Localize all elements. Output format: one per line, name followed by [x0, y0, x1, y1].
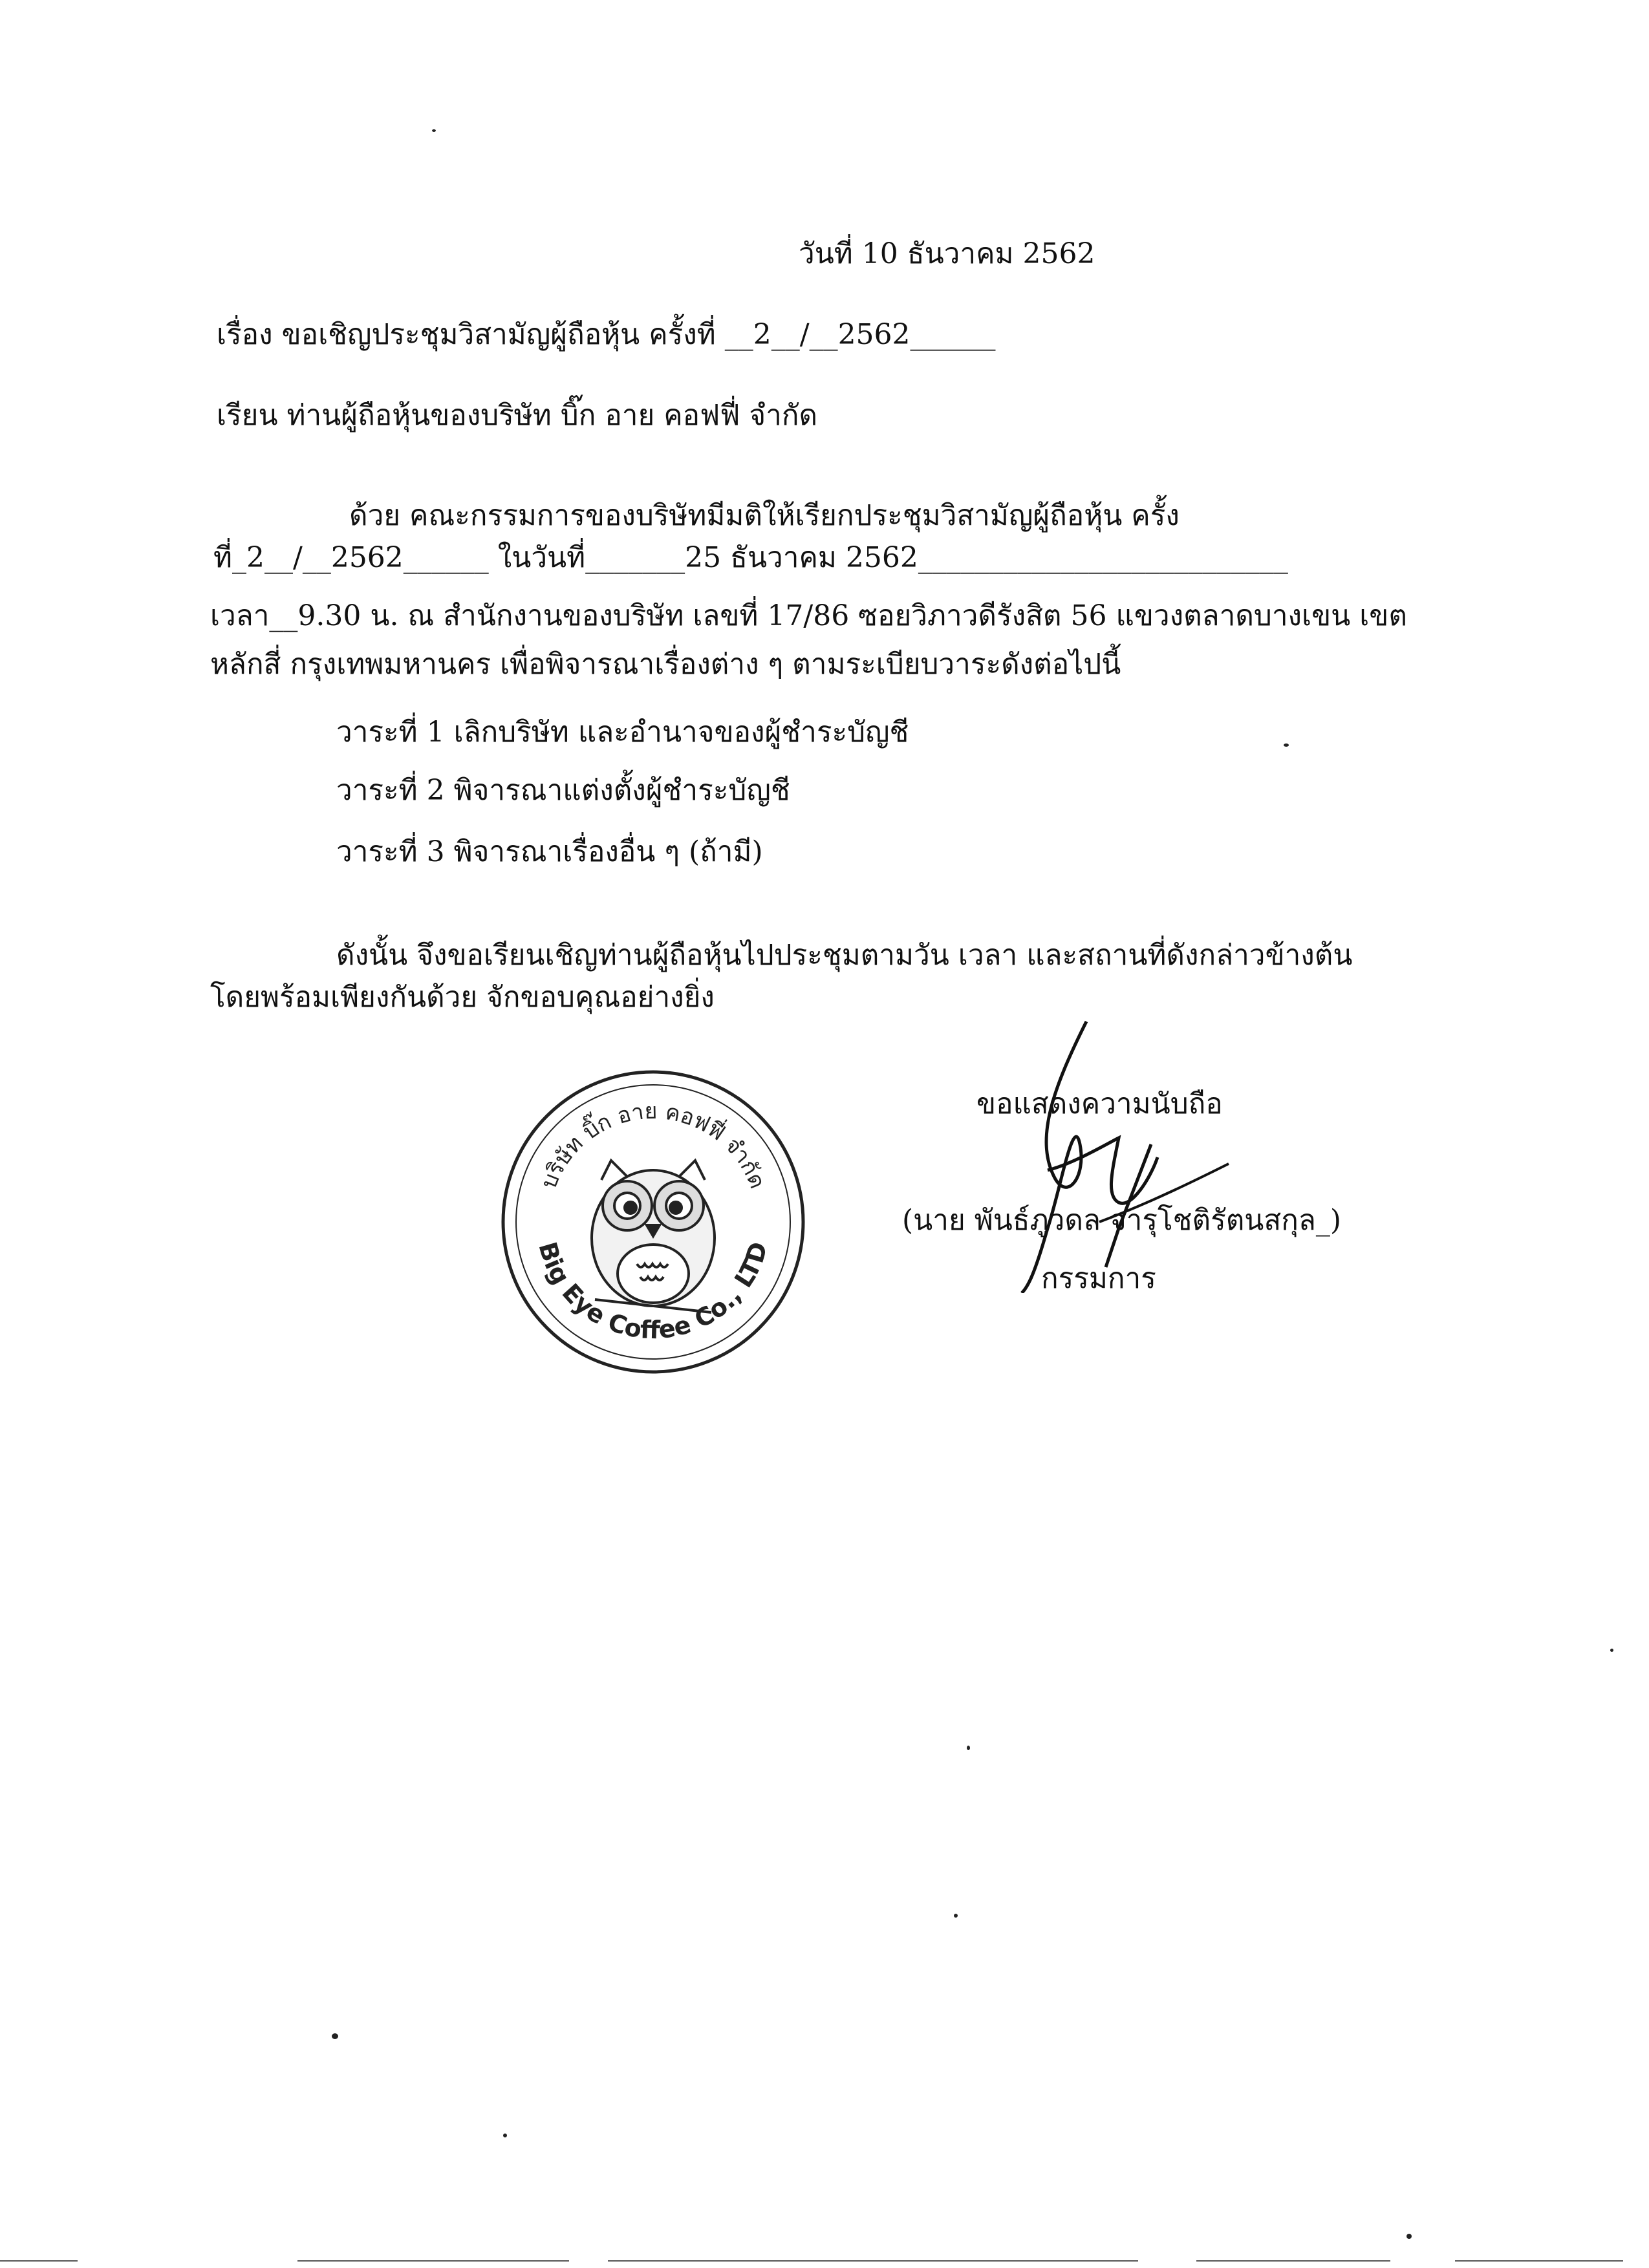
scan-border-line: [0, 2260, 78, 2262]
closing-line-2: โดยพร้อมเพียงกันด้วย จักขอบคุณอย่างยิ่ง: [210, 981, 715, 1014]
sign-off: ขอแสดงความนับถือ: [976, 1087, 1223, 1120]
scan-border-line: [297, 2260, 569, 2262]
scan-speck: [432, 129, 436, 132]
scan-speck: [503, 2134, 507, 2137]
signer-name: (นาย พันธ์ภูวดล จารุโชติรัตนสกุล_): [902, 1204, 1341, 1237]
scan-speck: [967, 1746, 970, 1750]
letter-salutation: เรียน ท่านผู้ถือหุ้นของบริษัท บิ๊ก อาย คอฟฟี่ จำกัด: [217, 399, 818, 432]
letter-subject: เรื่อง ขอเชิญประชุมวิสามัญผู้ถือหุ้น ครั้งที่ __2__/__2562______: [217, 318, 996, 351]
signer-title: กรรมการ: [1041, 1262, 1156, 1295]
seal-text-bottom: Big Eye Coffee Co., LTD: [533, 1238, 773, 1345]
body-line-2: ที่_2__/__2562______ ในวันที่_______25 ธันวาคม 2562__________________________: [213, 541, 1288, 574]
seal-text-top: บริษัท บิ๊ก อาย คอฟฟี่ จำกัด: [535, 1098, 771, 1193]
body-line-1: ด้วย คณะกรรมการของบริษัทมีมติให้เรียกประชุมวิสามัญผู้ถือหุ้น ครั้ง: [349, 499, 1180, 532]
agenda-item-2: วาระที่ 2 พิจารณาแต่งตั้งผู้ชำระบัญชี: [336, 774, 790, 807]
scan-speck: [1610, 1649, 1613, 1652]
body-line-3: เวลา__9.30 น. ณ สำนักงานของบริษัท เลขที่ 17/86 ซอยวิภาวดีรังสิต 56 แขวงตลาดบางเขน เขต: [210, 599, 1407, 632]
body-line-4: หลักสี่ กรุงเทพมหานคร เพื่อพิจารณาเรื่องต่าง ๆ ตามระเบียบวาระดังต่อไปนี้: [210, 648, 1121, 681]
closing-line-1: ดังนั้น จึงขอเรียนเชิญท่านผู้ถือหุ้นไปประชุมตามวัน เวลา และสถานที่ดังกล่าวข้างต้น: [336, 939, 1353, 972]
scan-border-line: [608, 2260, 1138, 2262]
letter-date: วันที่ 10 ธันวาคม 2562: [799, 237, 1095, 270]
scan-border-line: [1196, 2260, 1390, 2262]
owl-icon: [592, 1161, 715, 1312]
agenda-item-1: วาระที่ 1 เลิกบริษัท และอำนาจของผู้ชำระบัญชี: [336, 716, 909, 749]
handwritten-signature: [957, 1009, 1255, 1293]
agenda-item-3: วาระที่ 3 พิจารณาเรื่องอื่น ๆ (ถ้ามี): [336, 835, 763, 868]
company-seal: [498, 1067, 808, 1377]
scan-speck: [954, 1914, 958, 1918]
scan-speck: [1284, 744, 1289, 747]
scan-speck: [1406, 2234, 1412, 2239]
scan-speck: [332, 2033, 338, 2039]
scan-border-line: [1455, 2260, 1623, 2262]
